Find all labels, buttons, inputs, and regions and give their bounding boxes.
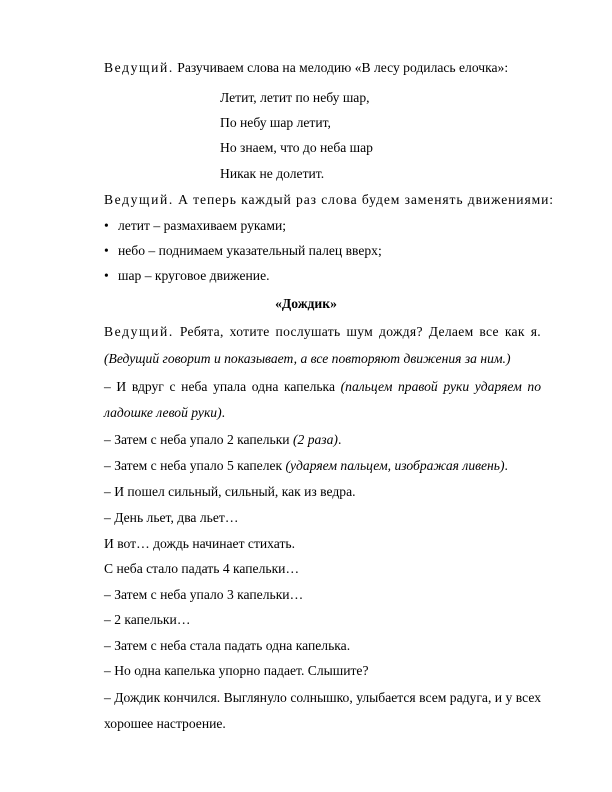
song-line: Но знаем, что до неба шар — [220, 140, 373, 155]
stage-direction: (2 раза) — [292, 432, 338, 447]
bullet-item — [104, 268, 270, 284]
paragraph-line: – Затем с неба упало 3 капельки… — [104, 587, 304, 602]
bullet-text: летит – размахиваем руками; — [118, 218, 286, 233]
stage-direction: (Ведущий говорит и показывает, а все повторяют движения за ним.) — [104, 351, 511, 366]
paragraph-line — [104, 432, 341, 448]
bullet-item — [104, 218, 286, 234]
song-line: По небу шар летит, — [220, 115, 331, 130]
song-line: Летит, летит по небу шар, — [220, 90, 370, 105]
paragraph-punctuation: . — [337, 432, 342, 447]
bullet-icon: • — [104, 268, 109, 283]
paragraph-line: – День льет, два льет… — [104, 510, 239, 525]
paragraph-text: . — [221, 405, 226, 420]
paragraph-intro — [104, 60, 508, 76]
paragraph-text: А теперь каждый раз слова будем заменять движениями: — [173, 192, 554, 207]
paragraph-line: – Затем с неба стала падать одна капелька. — [104, 638, 351, 653]
bullet-text: небо – поднимаем указательный палец вверх; — [118, 243, 382, 258]
paragraph-line: С неба стало падать 4 капельки… — [104, 561, 300, 576]
song-line: Никак не долетит. — [220, 166, 325, 181]
paragraph-text: Ребята, хотите послушать шум дождя? Делаем все как я. — [173, 324, 541, 339]
paragraph-text: – Затем с неба упало 2 капельки — [104, 432, 293, 447]
paragraph-line — [104, 379, 541, 395]
paragraph-line: – 2 капельки… — [104, 612, 191, 627]
paragraph-line — [104, 324, 541, 340]
paragraph-text: – Затем с неба упало 5 капелек — [104, 458, 286, 473]
paragraph-instructions — [104, 192, 554, 208]
bullet-icon: • — [104, 243, 109, 258]
stage-direction: (пальцем правой руки ударяем по — [340, 379, 541, 394]
paragraph-line: – Но одна капелька упорно падает. Слышите? — [104, 663, 369, 678]
paragraph-text: Разучиваем слова на мелодию «В лесу родилась елочка»: — [173, 60, 509, 75]
speaker-label: Ведущий. — [104, 192, 174, 207]
speaker-label: Ведущий. — [104, 60, 174, 75]
paragraph-line — [104, 405, 225, 421]
bullet-icon: • — [104, 218, 109, 233]
bullet-text: шар – круговое движение. — [118, 268, 270, 283]
section-title: «Дождик» — [275, 296, 337, 311]
stage-direction: ладошке левой руки) — [104, 405, 222, 420]
paragraph-line: – Дождик кончился. Выглянуло солнышко, улыбается всем радуга, и у всех — [104, 690, 541, 705]
stage-direction: (ударяем пальцем, изображая ливень) — [285, 458, 505, 473]
paragraph-line: хорошее настроение. — [104, 716, 226, 731]
paragraph-punctuation: . — [504, 458, 508, 473]
speaker-label: Ведущий. — [104, 324, 174, 339]
paragraph-line — [104, 458, 508, 474]
paragraph-line: – И пошел сильный, сильный, как из ведра. — [104, 484, 356, 499]
paragraph-text: – И вдруг с неба упала одна капелька — [104, 379, 341, 394]
bullet-item — [104, 243, 382, 259]
paragraph-line: И вот… дождь начинает стихать. — [104, 536, 296, 551]
